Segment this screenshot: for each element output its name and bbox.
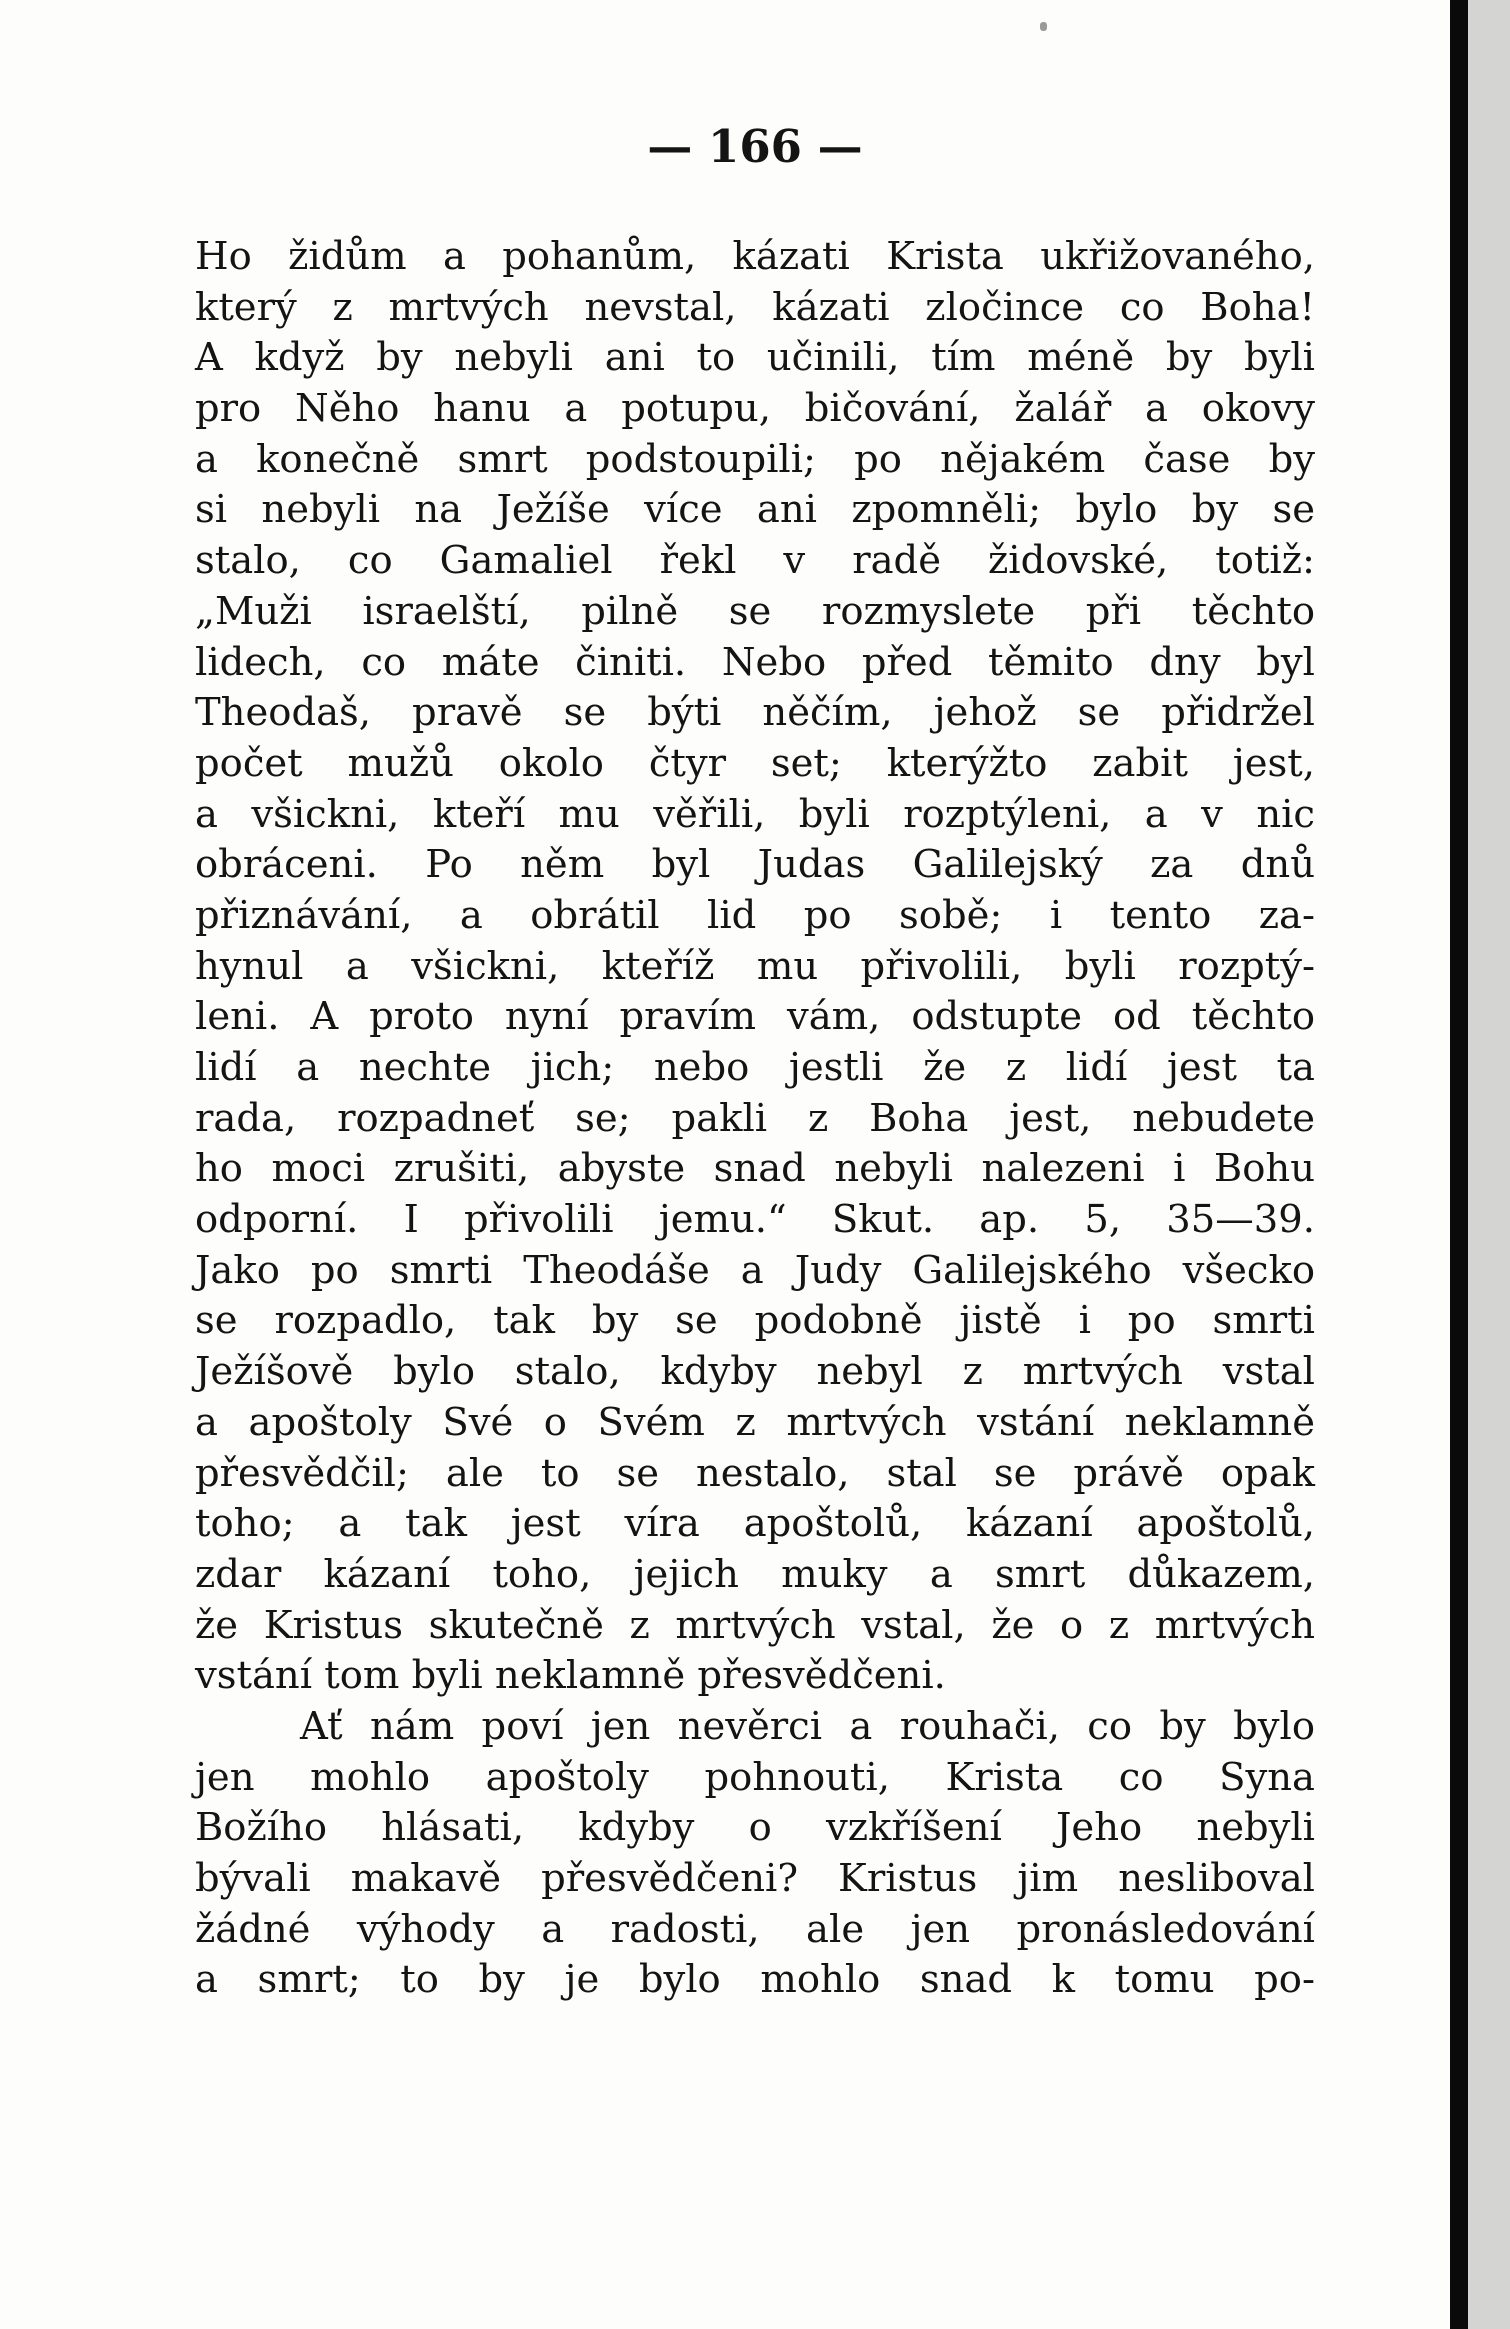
text-line: Jako po smrti Theodáše a Judy Galilejského všecko bbox=[195, 1247, 1315, 1293]
text-line: rada, rozpadneť se; pakli z Boha jest, nebudete bbox=[195, 1095, 1315, 1141]
text-line: obráceni. Po něm byl Judas Galilejský za dnů bbox=[195, 842, 1315, 888]
paragraph-end-line: vstání tom byli neklamně přesvědčeni. bbox=[195, 1653, 946, 1699]
text-line: přiznávání, a obrátil lid po sobě; i tento za- bbox=[195, 892, 1315, 938]
text-line: přesvědčil; ale to se nestalo, stal se právě opak bbox=[195, 1450, 1315, 1496]
body-text bbox=[195, 232, 1315, 2006]
text-line: Ho židům a pohanům, kázati Krista ukřižovaného, bbox=[195, 234, 1315, 279]
text-line: si nebyli na Ježíše více ani zpomněli; bylo by se bbox=[195, 487, 1315, 533]
text-line: toho; a tak jest víra apoštolů, kázaní apoštolů, bbox=[195, 1501, 1315, 1547]
text-line: bývali makavě přesvědčeni? Kristus jim nesliboval bbox=[195, 1856, 1315, 1901]
text-line: leni. A proto nyní pravím vám, odstupte od těchto bbox=[195, 994, 1315, 1040]
text-line: hynul a všickni, kteříž mu přivolili, byli rozptý- bbox=[195, 943, 1315, 989]
scan-margin-strip bbox=[1468, 0, 1510, 2329]
text-line: a smrt; to by je bylo mohlo snad k tomu po- bbox=[195, 1957, 1315, 2003]
text-line: který z mrtvých nevstal, kázati zločince co Boha! bbox=[195, 284, 1315, 330]
text-line: Theodaš, pravě se býti něčím, jehož se přidržel bbox=[195, 690, 1315, 736]
text-line: ho moci zrušiti, abyste snad nebyli nalezeni i Bohu bbox=[195, 1146, 1315, 1192]
scan-speck bbox=[1040, 22, 1047, 31]
text-line: lidí a nechte jich; nebo jestli že z lidí jest ta bbox=[195, 1045, 1315, 1090]
text-line: jen mohlo apoštoly pohnouti, Krista co Syna bbox=[195, 1754, 1315, 1800]
text-line: stalo, co Gamaliel řekl v radě židovské, totiž: bbox=[195, 538, 1315, 584]
text-line: A když by nebyli ani to učinili, tím méně by byli bbox=[195, 335, 1315, 381]
text-line: počet mužů okolo čtyr set; kterýžto zabit jest, bbox=[195, 740, 1315, 786]
text-line: a konečně smrt podstoupili; po nějakém čase by bbox=[195, 436, 1315, 482]
text-line: pro Něho hanu a potupu, bičování, žalář a okovy bbox=[195, 386, 1315, 432]
text-line: Božího hlásati, kdyby o vzkříšení Jeho nebyli bbox=[195, 1805, 1315, 1851]
text-line: Ježíšově bylo stalo, kdyby nebyl z mrtvých vstal bbox=[195, 1349, 1315, 1395]
text-line: „Muži israelští, pilně se rozmyslete při těchto bbox=[195, 588, 1315, 634]
text-line: lidech, co máte činiti. Nebo před těmito dny byl bbox=[195, 639, 1315, 685]
text-line: že Kristus skutečně z mrtvých vstal, že o z mrtvých bbox=[195, 1602, 1315, 1648]
text-line: zdar kázaní toho, jejich muky a smrt důkazem, bbox=[195, 1551, 1315, 1597]
page-number-header: — 166 — bbox=[647, 120, 863, 173]
text-line: odporní. I přivolili jemu.“ Skut. ap. 5, 35—39. bbox=[195, 1197, 1315, 1243]
text-line: se rozpadlo, tak by se podobně jistě i po smrti bbox=[195, 1298, 1315, 1344]
text-line: žádné výhody a radosti, ale jen pronásledování bbox=[195, 1906, 1315, 1952]
page-edge-shadow bbox=[1450, 0, 1468, 2329]
text-line: a všickni, kteří mu věřili, byli rozptýleni, a v nic bbox=[195, 791, 1315, 837]
paragraph-start-line: Ať nám poví jen nevěrci a rouhači, co by bylo bbox=[300, 1703, 1315, 1749]
text-line: a apoštoly Své o Svém z mrtvých vstání neklamně bbox=[195, 1399, 1315, 1445]
